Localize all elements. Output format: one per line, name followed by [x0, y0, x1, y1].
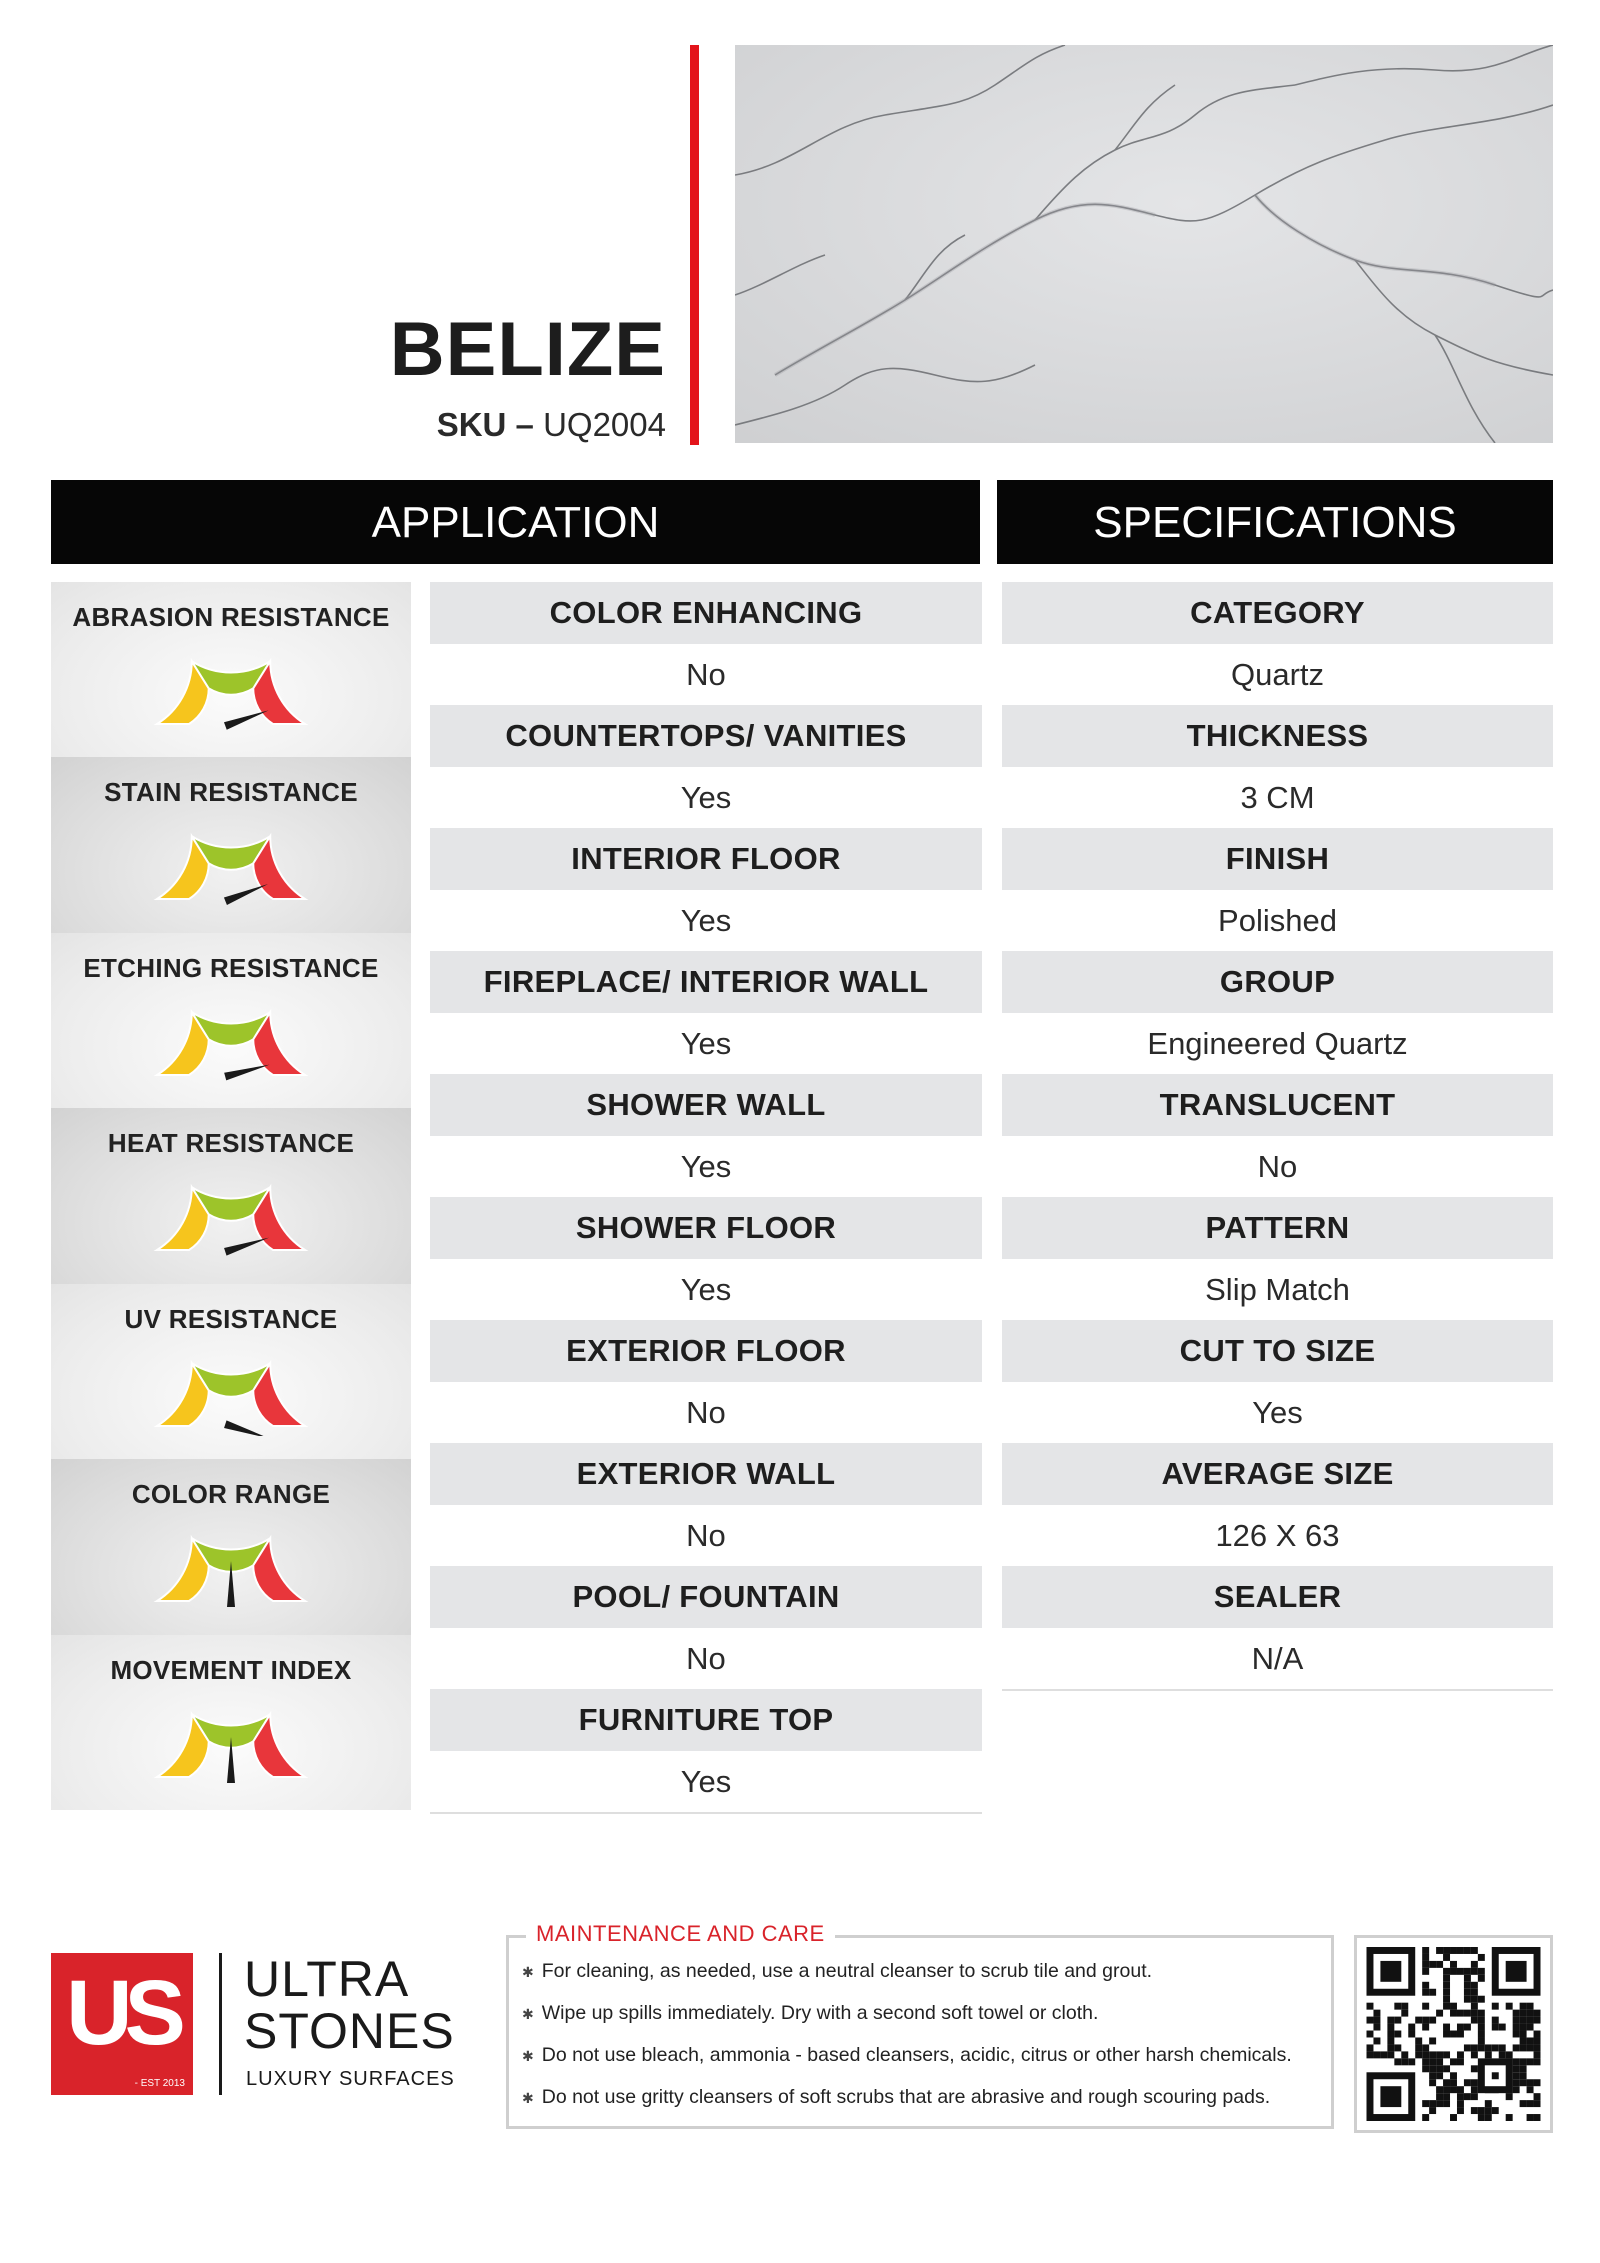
spec-row-label: PATTERN	[1002, 1197, 1553, 1259]
logo-tagline: LUXURY SURFACES	[246, 2068, 455, 2090]
spec-row-value: N/A	[1002, 1628, 1553, 1692]
application-table	[430, 582, 982, 1814]
application-row-value: Yes	[430, 1136, 982, 1198]
gauge-card	[51, 1284, 411, 1459]
application-row-value: Yes	[430, 1259, 982, 1321]
gauge-card	[51, 582, 411, 757]
gauge-label: HEAT RESISTANCE	[107, 1128, 355, 1159]
gauge-icon	[151, 995, 311, 1085]
spec-row-value: Quartz	[1002, 644, 1553, 706]
gauge-card	[51, 933, 411, 1108]
maintenance-item: ✱ Do not use bleach, ammonia - based cleansers, acidic, citrus or other harsh chemicals.	[522, 2044, 1292, 2066]
application-row-label: COUNTERTOPS/ VANITIES	[430, 705, 982, 767]
gauge-card	[51, 1108, 411, 1283]
gauge-label: UV RESISTANCE	[124, 1303, 338, 1334]
gauge-card	[51, 1459, 411, 1634]
product-sku	[300, 408, 666, 441]
specifications-table	[1002, 582, 1553, 1691]
gauge-label: MOVEMENT INDEX	[110, 1654, 352, 1685]
application-row-label: FURNITURE TOP	[430, 1689, 982, 1751]
spec-row-value: 126 X 63	[1002, 1505, 1553, 1567]
qr-code[interactable]	[1354, 1935, 1553, 2133]
gauge-icon	[151, 644, 311, 734]
application-row-label: EXTERIOR FLOOR	[430, 1320, 982, 1382]
application-row-label: INTERIOR FLOOR	[430, 828, 982, 890]
star-bullet-icon: ✱	[522, 2048, 534, 2064]
application-row-value: No	[430, 644, 982, 706]
maintenance-item: ✱ Do not use gritty cleansers of soft scrubs that are abrasive and rough scouring pads.	[522, 2086, 1271, 2108]
star-bullet-icon: ✱	[522, 2006, 534, 2022]
logo-wordmark-line2: STONES	[244, 2003, 455, 2059]
logo-letters: US	[66, 1962, 178, 2064]
logo-est: - EST 2013	[134, 2078, 185, 2089]
spec-row-label: FINISH	[1002, 828, 1553, 890]
application-row-label: SHOWER FLOOR	[430, 1197, 982, 1259]
application-row-label: FIREPLACE/ INTERIOR WALL	[430, 951, 982, 1013]
spec-row-value: 3 CM	[1002, 767, 1553, 829]
gauge-needle	[224, 1238, 269, 1256]
application-row-value: No	[430, 1628, 982, 1690]
maintenance-item: ✱ Wipe up spills immediately. Dry with a second soft towel or cloth.	[522, 2002, 1099, 2024]
accent-bar	[690, 45, 699, 445]
gauge-icon	[151, 1346, 311, 1436]
application-row-value: Yes	[430, 1013, 982, 1075]
spec-row-value: No	[1002, 1136, 1553, 1198]
application-row-value: No	[430, 1382, 982, 1444]
spec-row-value: Slip Match	[1002, 1259, 1553, 1321]
gauge-icon	[151, 1697, 311, 1787]
star-bullet-icon: ✱	[522, 1964, 534, 1980]
application-header: APPLICATION	[51, 480, 980, 564]
gauge-card	[51, 757, 411, 932]
sku-label: SKU –	[436, 406, 534, 443]
sku-value: UQ2004	[543, 406, 666, 443]
gauge-label: ETCHING RESISTANCE	[83, 952, 379, 983]
application-row-label: COLOR ENHANCING	[430, 582, 982, 644]
gauge-icon	[151, 1521, 311, 1611]
gauge-needle	[224, 1420, 269, 1436]
stone-sample-image	[735, 45, 1553, 443]
application-row-value: No	[430, 1505, 982, 1567]
gauge-needle	[224, 884, 268, 905]
spec-row-label: TRANSLUCENT	[1002, 1074, 1553, 1136]
gauge-icon	[151, 1170, 311, 1260]
application-row-value: Yes	[430, 890, 982, 952]
gauge-label: ABRASION RESISTANCE	[72, 602, 390, 632]
application-row-value: Yes	[430, 767, 982, 829]
qr-code-icon	[1366, 1947, 1541, 2121]
application-row-value: Yes	[430, 1751, 982, 1815]
gauge-label: STAIN RESISTANCE	[104, 777, 358, 808]
spec-row-label: GROUP	[1002, 951, 1553, 1013]
gauge-needle	[224, 1064, 269, 1080]
star-bullet-icon: ✱	[522, 2090, 534, 2106]
logo-divider	[219, 1953, 222, 2095]
logo-wordmark-line1: ULTRA	[244, 1951, 410, 2007]
gauge-needle	[224, 710, 269, 729]
maintenance-item: ✱ For cleaning, as needed, use a neutral cleanser to scrub tile and grout.	[522, 1960, 1153, 1982]
brand-logo-mark	[51, 1953, 193, 2095]
application-row-label: EXTERIOR WALL	[430, 1443, 982, 1505]
gauge-icon	[151, 819, 311, 909]
specifications-header: SPECIFICATIONS	[997, 480, 1553, 564]
application-row-label: SHOWER WALL	[430, 1074, 982, 1136]
maintenance-title: MAINTENANCE AND CARE	[526, 1921, 835, 1947]
spec-row-label: CUT TO SIZE	[1002, 1320, 1553, 1382]
gauge-card	[51, 1635, 411, 1810]
application-row-label: POOL/ FOUNTAIN	[430, 1566, 982, 1628]
spec-row-value: Polished	[1002, 890, 1553, 952]
spec-row-label: SEALER	[1002, 1566, 1553, 1628]
product-title: BELIZE	[389, 307, 666, 392]
gauge-label: COLOR RANGE	[131, 1479, 331, 1510]
resistance-gauges	[51, 582, 411, 1810]
spec-row-value: Engineered Quartz	[1002, 1013, 1553, 1075]
spec-row-label: AVERAGE SIZE	[1002, 1443, 1553, 1505]
spec-row-value: Yes	[1002, 1382, 1553, 1444]
spec-row-label: THICKNESS	[1002, 705, 1553, 767]
spec-row-label: CATEGORY	[1002, 582, 1553, 644]
